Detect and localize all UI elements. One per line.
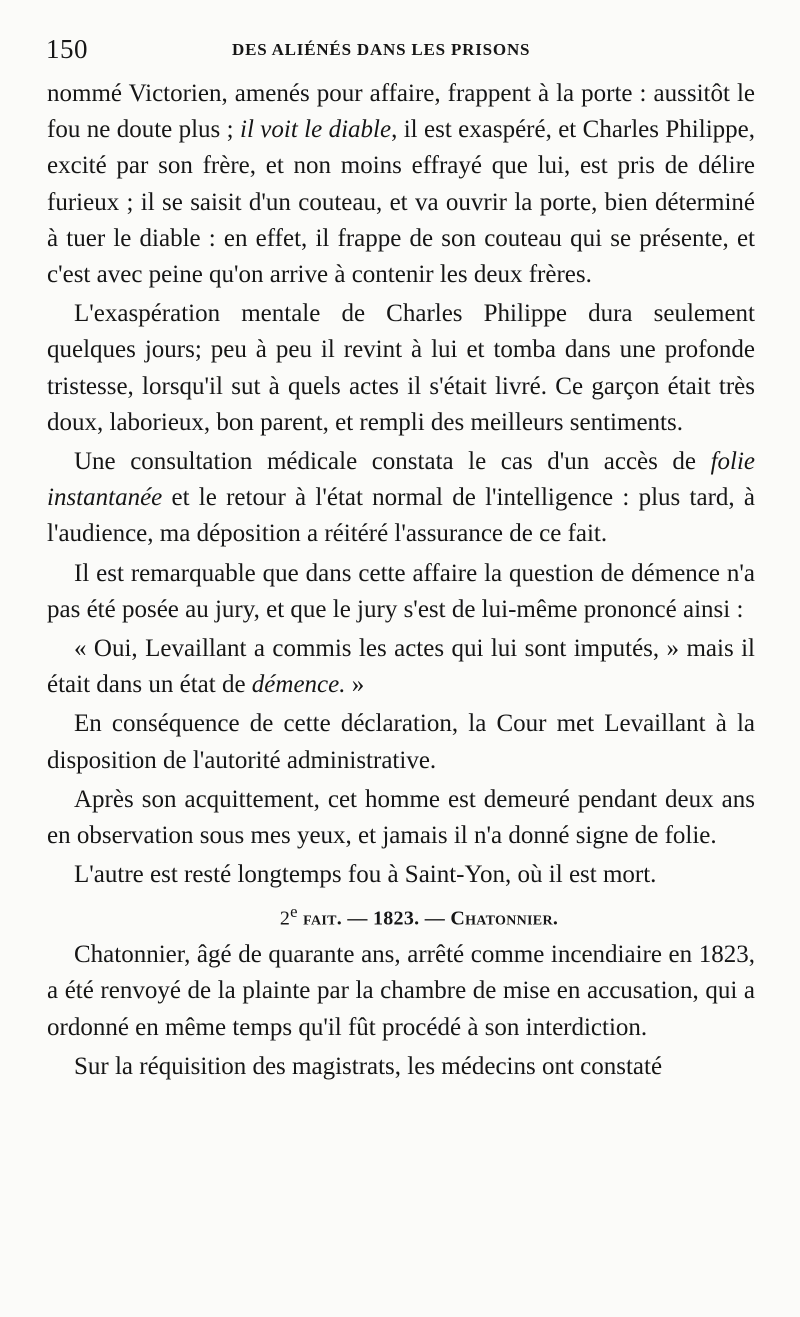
paragraph: Après son acquittement, cet homme est demeuré pendant deux ans en observation sous mes yeux, et jamais il n'a donné signe de folie.	[47, 785, 755, 850]
body-text	[47, 76, 755, 1085]
paragraph-continuation	[47, 76, 755, 293]
running-title: DES ALIÉNÉS DANS LES PRISONS	[232, 40, 531, 59]
paragraph	[47, 444, 755, 553]
section-heading	[83, 894, 755, 937]
jury-quote	[47, 631, 755, 703]
text-run: et le retour à l'état normal de l'intelligence : plus tard, à l'audience, ma déposition a réitéré l'assurance de ce fait.	[47, 484, 755, 548]
italic-phrase: folie instantanée	[47, 448, 755, 512]
paragraph: Sur la réquisition des magistrats, les médecins ont constaté	[74, 1052, 663, 1080]
text-run: Une consultation médicale constata le cas d'un accès de	[74, 448, 711, 476]
heading-label: fait. — 1823. —	[297, 908, 451, 931]
italic-phrase: il voit le diable	[240, 116, 392, 144]
heading-ordinal-suffix: e	[290, 902, 298, 922]
paragraph: Chatonnier, âgé de quarante ans, arrêté comme incendiaire en 1823, a été renvoyé de la plainte par la chambre de mise en accusation, qui a ordonné en même temps qu'il fût procédé à son interdiction.	[47, 941, 755, 1041]
text-run: , il est exaspéré, et Charles Philippe, excité par son frère, et non moins effrayé que lui, est pris de délire furieux ; il se saisit d'un couteau, et va ouvrir la porte, bien déterminé à tuer le diable : en effet, il frappe de son couteau qui se présente, et c'est avec peine qu'on arrive à contenir les deux frères.	[47, 116, 755, 289]
paragraph: En conséquence de cette déclaration, la Cour met Levaillant à la disposition de l'autorité administrative.	[47, 710, 755, 774]
heading-name: Chatonnier.	[450, 908, 559, 931]
heading-ordinal: 2	[279, 908, 291, 931]
italic-phrase: démence.	[251, 671, 346, 699]
text-run: « Oui, Levaillant a commis les actes qui lui sont imputés, » mais il était dans un état de	[47, 635, 755, 699]
page-number: 150	[46, 34, 88, 64]
text-run: nommé Victorien, amenés pour affaire, frappent à la porte : aussitôt le fou ne doute plus ;	[47, 80, 755, 144]
paragraph: L'exaspération mentale de Charles Philippe dura seulement quelques jours; peu à peu il revint à lui et tomba dans une profonde tristesse, lorsqu'il sut à quels actes il s'était livré. Ce garçon était très doux, laborieux, bon parent, et rempli des meilleurs sentiments.	[47, 300, 755, 436]
page-header	[46, 34, 746, 68]
paragraph: Il est remarquable que dans cette affaire la question de démence n'a pas été posée au jury, et que le jury s'est de lui-même prononcé ainsi :	[47, 559, 755, 623]
text-run: »	[345, 671, 365, 699]
paragraph: L'autre est resté longtemps fou à Saint-Yon, où il est mort.	[74, 861, 657, 889]
